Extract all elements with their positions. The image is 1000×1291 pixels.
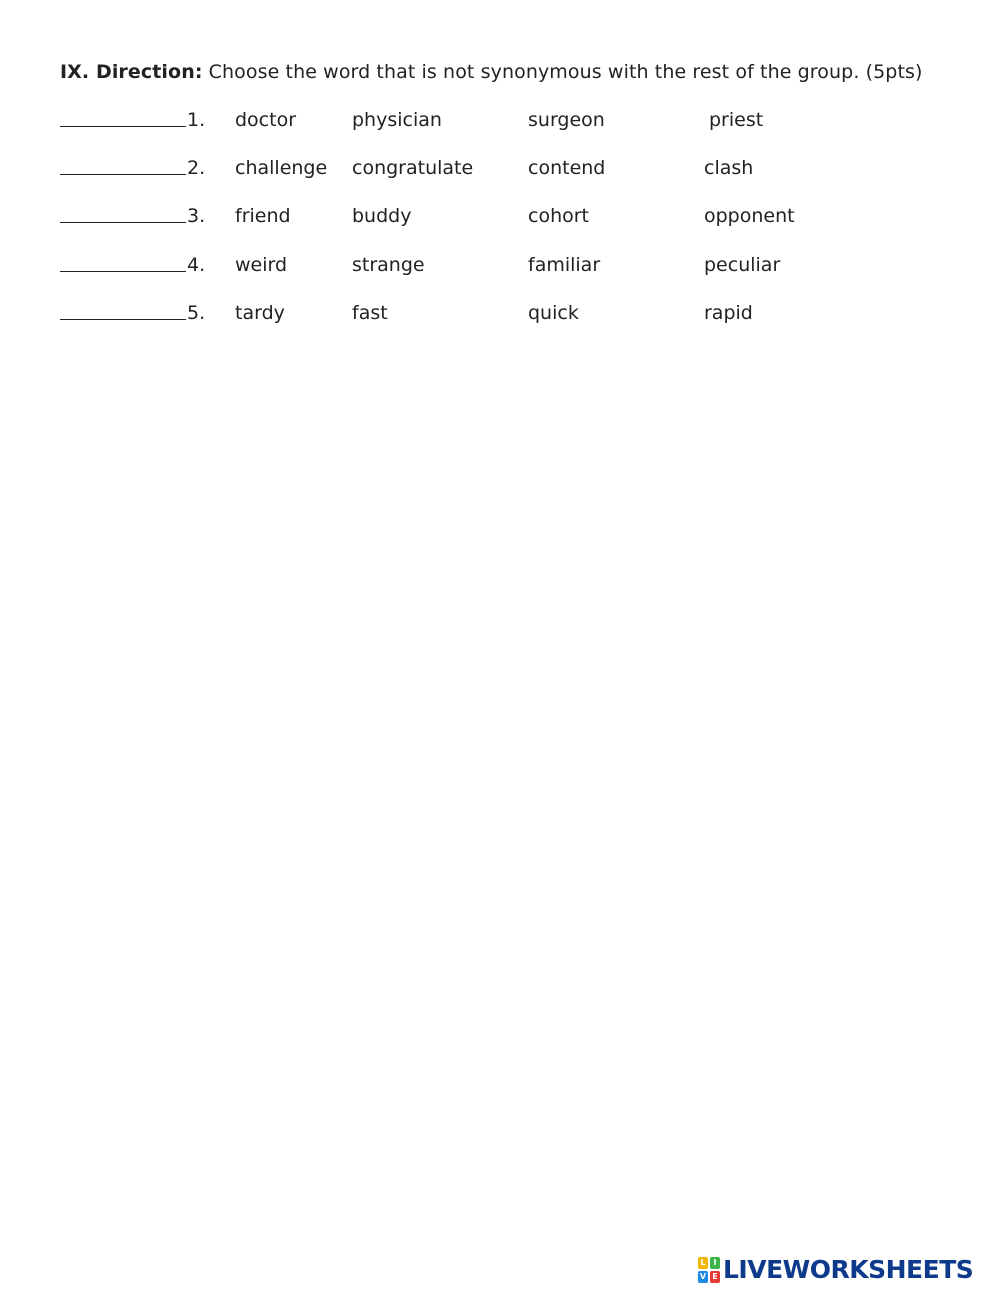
choice-word: rapid xyxy=(704,302,753,324)
choice-word: surgeon xyxy=(528,109,605,131)
logo-text: LIVEWORKSHEETS xyxy=(723,1255,974,1284)
choice-word: opponent xyxy=(704,205,795,227)
question-number: 1. xyxy=(187,109,206,131)
answer-blank-5[interactable] xyxy=(60,300,186,320)
choice-word: friend xyxy=(235,205,291,227)
direction-label: IX. Direction: xyxy=(60,61,203,83)
choice-word: quick xyxy=(528,302,579,324)
choice-word: challenge xyxy=(235,157,328,179)
logo-mark-letter: L xyxy=(698,1257,708,1269)
choice-word: priest xyxy=(709,109,764,131)
choice-word: fast xyxy=(352,302,388,324)
question-number: 5. xyxy=(187,302,206,324)
choice-word: doctor xyxy=(235,109,297,131)
question-number: 4. xyxy=(187,254,206,276)
answer-blank-2[interactable] xyxy=(60,155,186,175)
liveworksheets-logo xyxy=(698,1256,973,1284)
direction-text: Choose the word that is not synonymous with the rest of the group. (5pts) xyxy=(208,61,923,83)
choice-word: strange xyxy=(352,254,425,276)
choice-word: buddy xyxy=(352,205,412,227)
logo-mark-letter: E xyxy=(710,1271,720,1283)
answer-blank-3[interactable] xyxy=(60,203,186,223)
choice-word: clash xyxy=(704,157,754,179)
logo-mark-icon xyxy=(698,1257,720,1283)
answer-blank-4[interactable] xyxy=(60,252,186,272)
logo-mark-letter: I xyxy=(710,1257,720,1269)
logo-mark-letter: V xyxy=(699,1272,707,1281)
choice-word: weird xyxy=(235,254,288,276)
choice-word: familiar xyxy=(528,254,601,276)
choice-word: cohort xyxy=(528,205,589,227)
question-number: 2. xyxy=(187,157,206,179)
direction-line xyxy=(60,60,923,84)
choice-word: tardy xyxy=(235,302,285,324)
question-number: 3. xyxy=(187,205,206,227)
answer-blank-1[interactable] xyxy=(60,107,186,127)
choice-word: peculiar xyxy=(704,254,781,276)
choice-word: contend xyxy=(528,157,606,179)
choice-word: congratulate xyxy=(352,157,474,179)
choice-word: physician xyxy=(352,109,442,131)
